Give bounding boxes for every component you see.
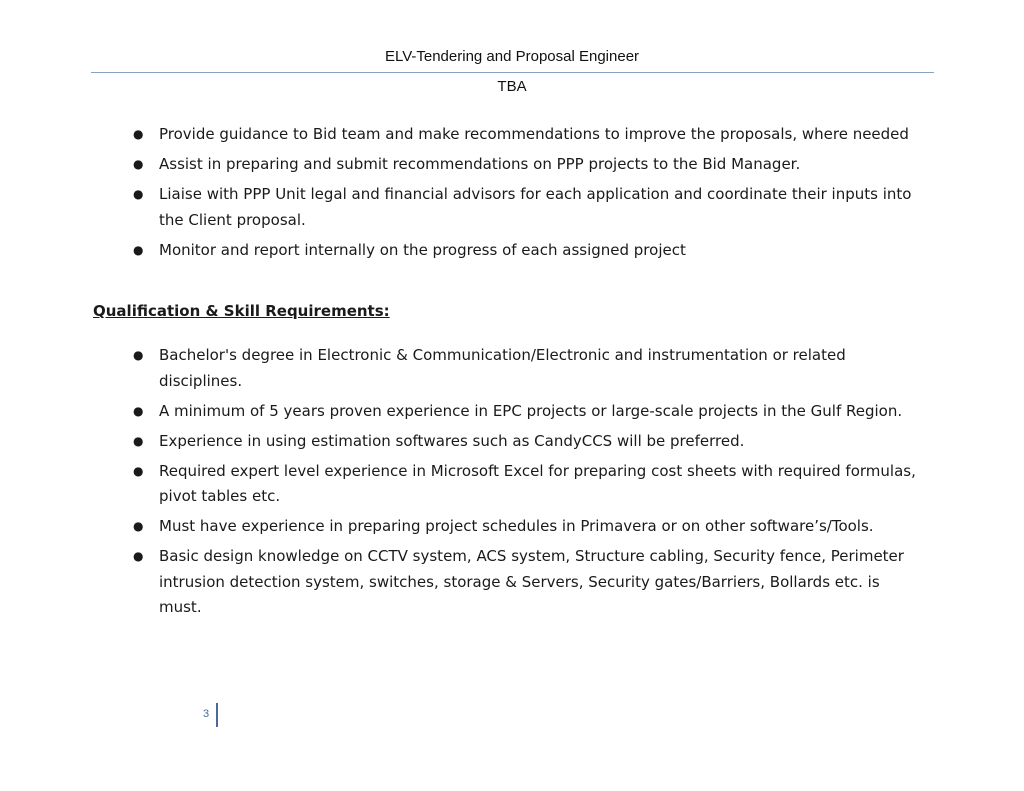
list-item — [0, 152, 919, 178]
list-item-text: Required expert level experience in Microsoft Excel for preparing cost sheets with required formulas, pivot tables etc. — [159, 461, 916, 505]
list-item — [0, 459, 919, 510]
list-item — [0, 399, 919, 425]
header-divider — [91, 72, 934, 73]
page-header-subtitle: TBA — [497, 78, 527, 95]
responsibilities-list — [0, 122, 919, 268]
bullet-icon: ● — [133, 242, 144, 257]
bullet-icon: ● — [133, 433, 144, 448]
list-item-text: Experience in using estimation softwares such as CandyCCS will be preferred. — [159, 431, 745, 450]
list-item — [0, 238, 919, 264]
bullet-icon: ● — [133, 157, 144, 171]
list-item-text: Monitor and report internally on the progress of each assigned project — [159, 240, 686, 259]
list-item-text: Bachelor's degree in Electronic & Communication/Electronic and instrumentation or related disciplines. — [159, 346, 846, 390]
list-item-text: Assist in preparing and submit recommendations on PPP projects to the Bid Manager. — [159, 155, 801, 173]
list-item-text: Must have experience in preparing project schedules in Primavera or on other software’s/Tools. — [159, 517, 874, 535]
bullet-icon: ● — [133, 187, 144, 201]
bullet-icon: ● — [133, 348, 144, 362]
list-item-text: Provide guidance to Bid team and make recommendations to improve the proposals, where needed — [159, 125, 909, 143]
page-number: 3 — [203, 708, 210, 720]
list-item-text: A minimum of 5 years proven experience in EPC projects or large-scale projects in the Gulf Region. — [159, 401, 903, 420]
section-heading-qualifications: Qualification & Skill Requirements: — [93, 302, 390, 320]
list-item — [0, 343, 919, 394]
bullet-icon: ● — [133, 519, 144, 533]
bullet-icon: ● — [133, 403, 144, 418]
bullet-icon: ● — [133, 127, 144, 141]
list-item — [0, 544, 919, 621]
list-item — [0, 182, 919, 233]
list-item — [0, 514, 919, 540]
list-item-text: Liaise with PPP Unit legal and financial advisors for each application and coordinate their inputs into the Client proposal. — [159, 185, 912, 229]
bullet-icon: ● — [133, 463, 144, 478]
bullet-icon: ● — [133, 549, 144, 563]
page-header-title: ELV-Tendering and Proposal Engineer — [384, 48, 640, 65]
list-item — [0, 122, 919, 148]
list-item-text: Basic design knowledge on CCTV system, ACS system, Structure cabling, Security fence, Perimeter intrusion detection system, switches, storage & Servers, Security gates/Barriers, Bollards etc. is must. — [159, 547, 904, 616]
list-item — [0, 429, 919, 455]
qualifications-list — [0, 343, 919, 625]
page-number-bar — [216, 703, 218, 727]
